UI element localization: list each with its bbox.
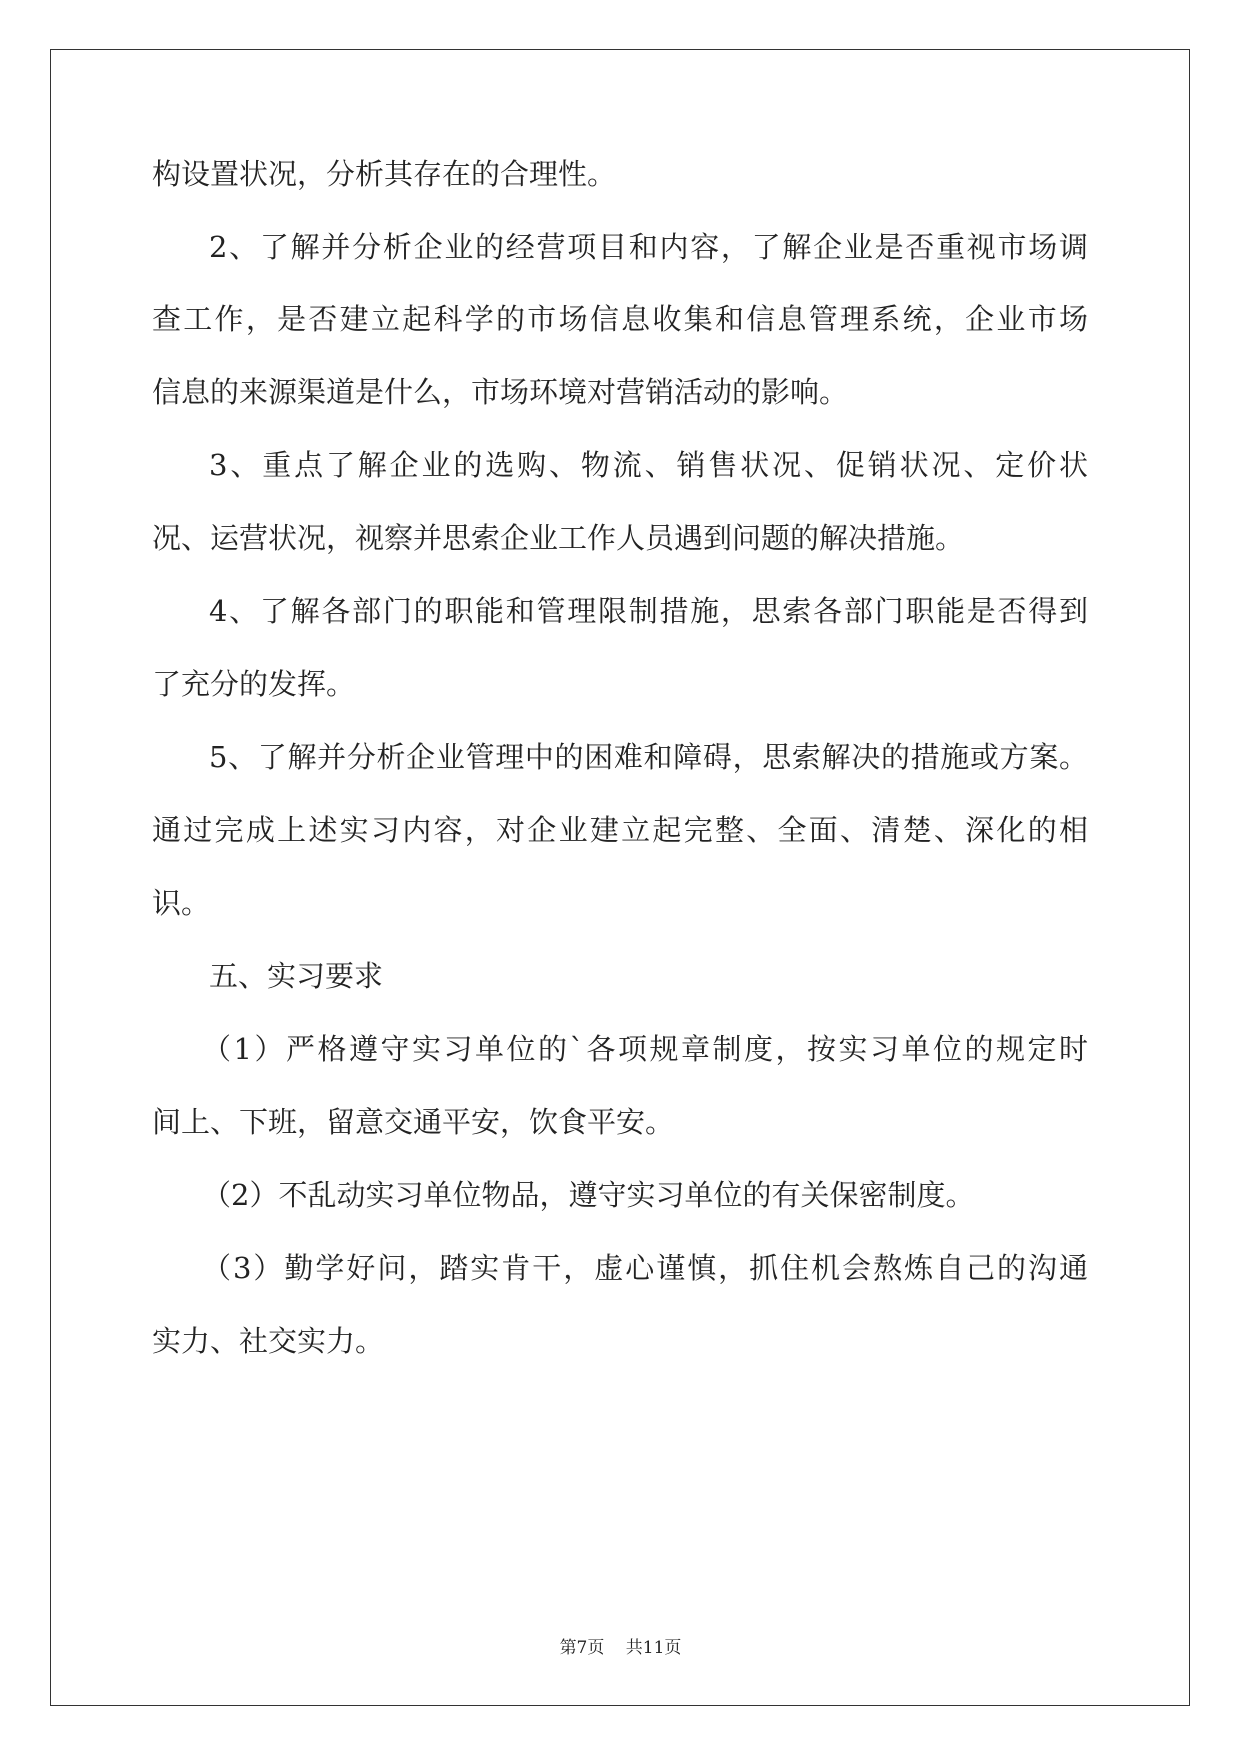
paragraph-5-line-3: 识。: [152, 886, 211, 920]
paragraph-5-line-2: 通过完成上述实习内容，对企业建立起完整、全面、清楚、深化的相: [152, 813, 1088, 847]
paragraph-4-line-1: 4、了解各部门的职能和管理限制措施，思索各部门职能是否得到: [209, 594, 1088, 628]
page-footer: [0, 1633, 1241, 1658]
paragraph-2-line-1: 2、了解并分析企业的经营项目和内容，了解企业是否重视市场调: [209, 230, 1088, 264]
requirement-2-line-1: （2）不乱动实习单位物品，遵守实习单位的有关保密制度。: [202, 1178, 975, 1212]
paragraph-3-line-1: 3、重点了解企业的选购、物流、销售状况、促销状况、定价状: [209, 448, 1088, 482]
paragraph-2-line-2: 查工作，是否建立起科学的市场信息收集和信息管理系统，企业市场: [152, 302, 1088, 336]
requirement-3-line-2: 实力、社交实力。: [152, 1324, 385, 1358]
text-line: 构设置状况，分析其存在的合理性。: [152, 157, 617, 191]
page-number: 第7页: [559, 1638, 605, 1658]
paragraph-2-line-3: 信息的来源渠道是什么，市场环境对营销活动的影响。: [152, 375, 849, 409]
section-heading: 五、实习要求: [209, 959, 384, 993]
requirement-3-line-1: （3）勤学好问，踏实肯干，虚心谨慎，抓住机会熬炼自己的沟通: [202, 1251, 1088, 1285]
paragraph-3-line-2: 况、运营状况，视察并思索企业工作人员遇到问题的解决措施。: [152, 521, 965, 555]
requirement-1-line-2: 间上、下班，留意交通平安，饮食平安。: [152, 1105, 675, 1139]
page-border: [50, 49, 1190, 1706]
paragraph-5-line-1: 5、了解并分析企业管理中的困难和障碍，思索解决的措施或方案。: [209, 740, 1088, 774]
page-total: 共11页: [625, 1638, 682, 1658]
paragraph-4-line-2: 了充分的发挥。: [152, 667, 356, 701]
requirement-1-line-1: （1）严格遵守实习单位的`各项规章制度，按实习单位的规定时: [202, 1032, 1088, 1066]
